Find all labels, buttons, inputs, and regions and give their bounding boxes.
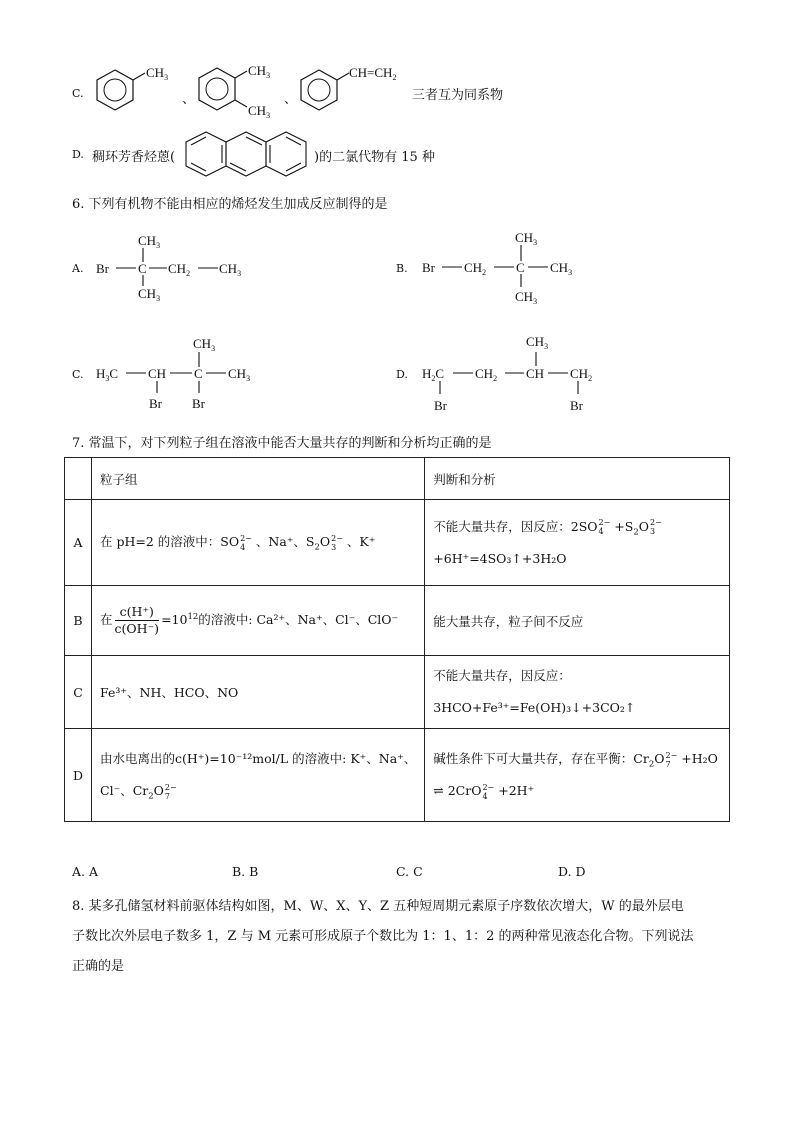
table-row bbox=[65, 729, 730, 822]
q8-line: 正确的是 bbox=[72, 959, 125, 974]
svg-text:CH: CH bbox=[148, 366, 167, 381]
table-row bbox=[65, 500, 730, 586]
q8-line: 子数比次外层电子数多 1，Z 与 M 元素可形成原子个数比为 1：1、1：2 的两种常见液态化合物。下列说法 bbox=[72, 929, 694, 944]
svg-text:H2C: $H_2C$ bbox=[422, 366, 445, 383]
svg-text:Br: Br bbox=[434, 398, 447, 413]
table-header-cell: 粒子组 bbox=[92, 458, 425, 500]
svg-text:CH3: $CH_3$ bbox=[248, 63, 271, 80]
o-xylene-structure bbox=[190, 58, 285, 124]
q6-option-a-structure bbox=[94, 228, 254, 308]
q5-option-d-suffix: )的二氯代物有 15 种 bbox=[314, 150, 435, 165]
svg-text:CH2: $CH_2$ bbox=[570, 366, 593, 383]
answer-option-a: A. A bbox=[72, 864, 99, 879]
svg-text:CH3: $CH_3$ bbox=[219, 261, 242, 278]
svg-text:C: C bbox=[138, 261, 147, 276]
equilibrium-arrows-icon: ⇌ bbox=[433, 783, 444, 798]
svg-text:CH: CH bbox=[526, 366, 545, 381]
anthracene-structure bbox=[182, 128, 314, 180]
particle-group-cell: Fe³⁺、NH、HCO、NO bbox=[92, 656, 425, 729]
q6-option-d-label: D. bbox=[396, 368, 408, 381]
svg-text:CH3: $CH_3$ bbox=[550, 260, 573, 277]
analysis-cell: 碱性条件下可大量共存，存在平衡：$Cr_2O2-$ 7 +H₂O ⇌ 2CrO2− 4 +2H⁺ bbox=[425, 729, 730, 822]
q5-option-c-conclusion: 三者互为同系物 bbox=[412, 88, 504, 103]
svg-text:Br: Br bbox=[570, 398, 583, 413]
svg-text:Br: Br bbox=[422, 260, 435, 275]
svg-text:CH3: $CH_3$ bbox=[193, 336, 216, 353]
svg-text:CH3: $CH_3$ bbox=[228, 366, 251, 383]
svg-text:CH3: $CH_3$ bbox=[515, 230, 538, 247]
q6-stem: 6. 下列有机物不能由相应的烯烃发生加成反应制得的是 bbox=[72, 197, 388, 212]
svg-text:CH3: $CH_3$ bbox=[515, 289, 538, 306]
table-header-row bbox=[65, 458, 730, 500]
q5-separator: 、 bbox=[284, 92, 298, 107]
analysis-cell: 不能大量共存，因反应：2SO2− $4 +S_2O2-$ 3 +6H⁺=4SO₃↑+3H₂O bbox=[425, 500, 730, 586]
q6-option-b-structure bbox=[420, 225, 590, 315]
q6-option-d-structure bbox=[420, 328, 620, 420]
toluene-structure bbox=[88, 62, 178, 122]
svg-text:CH3: $CH_3$ bbox=[146, 65, 169, 82]
row-label: A bbox=[65, 500, 92, 586]
row-label: B bbox=[65, 586, 92, 656]
svg-text:Br: Br bbox=[149, 396, 162, 411]
table-header-cell: 判断和分析 bbox=[425, 458, 730, 500]
svg-text:CH3: $CH_3$ bbox=[526, 334, 549, 351]
analysis-cell: 能大量共存，粒子间不反应 bbox=[425, 586, 730, 656]
q5-option-d-label: D. bbox=[72, 148, 84, 161]
row-label: C bbox=[65, 656, 92, 729]
svg-text:C: C bbox=[516, 260, 525, 275]
q8-line: 8. 某多孔储氢材料前驱体结构如图，M、W、X、Y、Z 五种短周期元素原子序数依次增大，W 的最外层电 bbox=[72, 899, 684, 914]
table-row bbox=[65, 656, 730, 729]
svg-text:Br: Br bbox=[192, 396, 205, 411]
q6-option-c-structure bbox=[94, 330, 264, 420]
q6-option-c-label: C. bbox=[72, 368, 84, 381]
styrene-structure bbox=[292, 62, 417, 122]
svg-text:CH2: $CH_2$ bbox=[464, 260, 487, 277]
svg-text:CH3: $CH_3$ bbox=[138, 286, 161, 303]
row-label: D bbox=[65, 729, 92, 822]
svg-text:CH3: $CH_3$ bbox=[138, 233, 161, 250]
q7-table bbox=[64, 457, 730, 822]
svg-text:CH2: $CH_2$ bbox=[168, 261, 191, 278]
q6-option-a-label: A. bbox=[72, 262, 84, 275]
svg-text:H3C: $H_3C$ bbox=[96, 366, 119, 383]
q5-option-d-prefix: 稠环芳香烃蒽( bbox=[92, 150, 176, 165]
svg-text:C: C bbox=[194, 366, 203, 381]
q7-stem: 7. 常温下，对下列粒子组在溶液中能否大量共存的判断和分析均正确的是 bbox=[72, 436, 492, 451]
answer-option-b: B. B bbox=[232, 864, 259, 879]
q6-option-b-label: B. bbox=[396, 262, 408, 275]
table-header-cell bbox=[65, 458, 92, 500]
particle-group-cell: 在 pH=2 的溶液中：SO2− 4 、Na⁺、$S_2O2-$ 3 、K⁺ bbox=[92, 500, 425, 586]
answer-option-c: C. C bbox=[396, 864, 423, 879]
svg-text:CH=CH2: $CH=CH_2$ bbox=[349, 65, 397, 82]
svg-text:Br: Br bbox=[96, 261, 109, 276]
q5-option-c-label: C. bbox=[72, 87, 84, 100]
particle-group-cell: 由水电离出的c(H⁺)=10⁻¹²mol/L 的溶液中: K⁺、Na⁺、 Cl⁻、$Cr_2O2-$ 7 bbox=[92, 729, 425, 822]
svg-text:CH2: $CH_2$ bbox=[475, 366, 498, 383]
q5-separator: 、 bbox=[182, 92, 196, 107]
analysis-cell: 不能大量共存，因反应： 3HCO+Fe³⁺=Fe(OH)₃↓+3CO₂↑ bbox=[425, 656, 730, 729]
particle-group-cell: 在 $\frac{c(H^+)}{c(OH^-)}$ $=10^{12}$的溶液中: Ca²⁺、Na⁺、Cl⁻、ClO⁻ bbox=[92, 586, 425, 656]
answer-option-d: D. D bbox=[558, 864, 586, 879]
svg-text:CH3: $CH_3$ bbox=[248, 103, 271, 120]
table-row bbox=[65, 586, 730, 656]
